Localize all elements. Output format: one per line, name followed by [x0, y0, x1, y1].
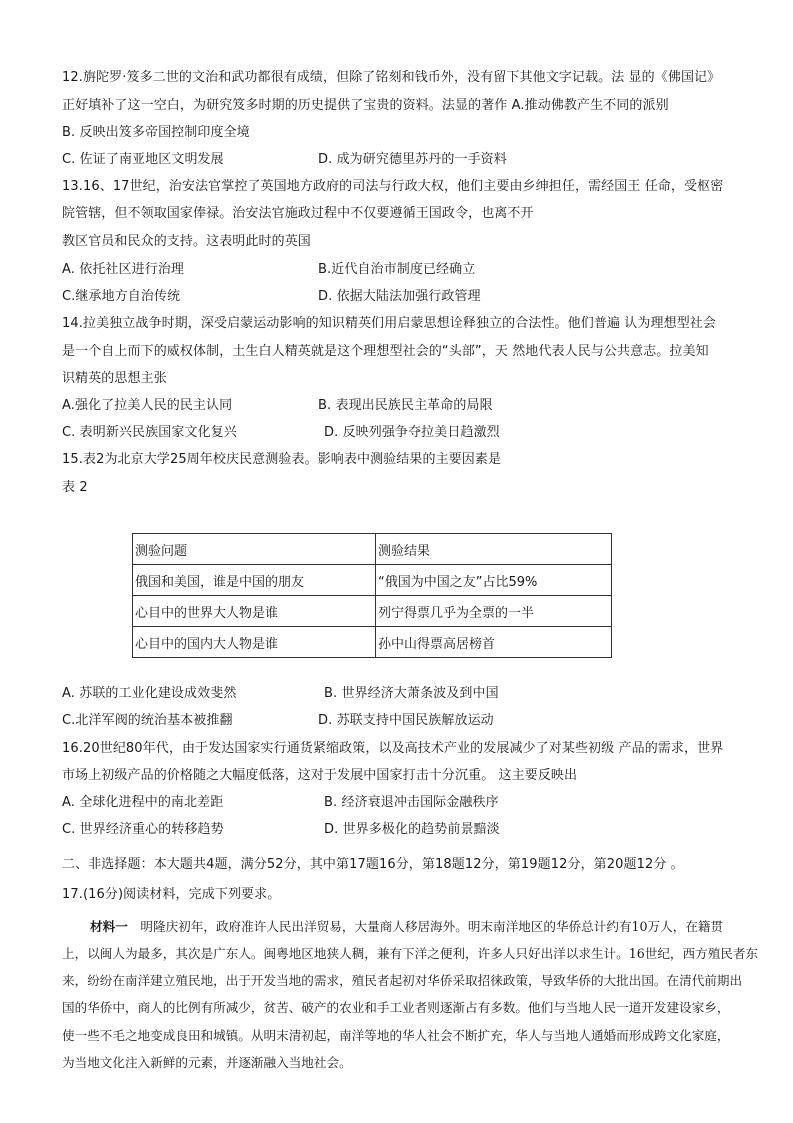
q15-option-a: A. 苏联的工业化建设成效斐然: [62, 686, 237, 701]
q15-option-b: B. 世界经济大萧条波及到中国: [324, 686, 499, 701]
table-row: [133, 627, 612, 658]
material-text: 明隆庆初年，政府准许人民出洋贸易，大量商人移居海外。明末南洋地区的华侨总计约有10万人，在籍贯: [127, 919, 724, 934]
q13-stem-line1: 13.16、17世纪，治安法官掌控了英国地方政府的司法与行政大权，他们主要由乡绅担任，需经国王 任命，受枢密: [62, 179, 724, 194]
table-row: [133, 596, 612, 627]
q12-option-b: B. 反映出笈多帝国控制印度全境: [62, 125, 250, 140]
table-cell: 俄国和美国，谁是中国的朋友: [133, 565, 376, 596]
q14-stem-line1: 14.拉美独立战争时期，深受启蒙运动影响的知识精英们用启蒙思想诠释独立的合法性。他们普遍 认为理想型社会: [62, 316, 717, 331]
q14-option-a: A.强化了拉美人民的民主认同: [62, 398, 233, 413]
q15-option-c: C.北洋军阀的统治基本被推翻: [62, 713, 233, 728]
table-row: [133, 565, 612, 596]
q16-option-a: A. 全球化进程中的南北差距: [62, 795, 224, 810]
q12-stem-line2: 正好填补了这一空白，为研究笈多时期的历史提供了宝贵的资料。法显的著作 A.推动佛教产生不同的派别: [62, 98, 669, 113]
survey-table: [132, 533, 612, 658]
q13-option-d: D. 依据大陆法加强行政管理: [318, 289, 481, 304]
q13-stem-line2: 院管辖，但不领取国家俸禄。治安法官施政过程中不仅要遵循王国政令，也离不开: [62, 206, 534, 221]
q13-option-c: C.继承地方自治传统: [62, 289, 181, 304]
table-header-row: [133, 534, 612, 565]
q13-option-a: A. 依托社区进行治理: [62, 262, 185, 277]
q15-stem-line1: 15.表2为北京大学25周年校庆民意测验表。影响表中测验结果的主要因素是: [62, 452, 502, 467]
q16-stem-line2: 市场上初级产品的价格随之大幅度低落，这对于发展中国家打击十分沉重。 这主要反映出: [62, 768, 578, 783]
q16-option-d: D. 世界多极化的趋势前景黯淡: [324, 822, 500, 837]
q16-option-c: C. 世界经济重心的转移趋势: [62, 822, 224, 837]
q17-material-line2: 上，以闽人为最多，其次是广东人。闽粤地区地狭人稠，兼有下洋之便利，许多人只好出洋以求生计。16世纪，西方殖民者东: [62, 946, 759, 961]
q13-option-b: B.近代自治市制度已经确立: [318, 262, 476, 277]
q15-option-d: D. 苏联支持中国民族解放运动: [318, 713, 494, 728]
q17-material-line6: 为当地文化注入新鲜的元素，并逐渐融入当地社会。: [62, 1055, 352, 1070]
material-label: 材料一: [90, 919, 128, 934]
q17-material-line1: [90, 919, 762, 935]
table-cell: 孙中山得票高居榜首: [376, 627, 612, 658]
q15-table-label: 表 2: [62, 480, 88, 495]
q17-material-line3: 来，纷纷在南洋建立殖民地，出于开发当地的需求，殖民者起初对华侨采取招徕政策，导致华侨的大批出国。在清代前期出: [62, 973, 743, 988]
q14-option-b: B. 表现出民族民主革命的局限: [318, 398, 493, 413]
q12-stem-line1: 12.旃陀罗·笈多二世的文治和武功都很有成绩，但除了铭刻和钱币外，没有留下其他文字记载。法 显的《佛国记》: [62, 70, 721, 85]
table-cell: 心目中的国内大人物是谁: [133, 627, 376, 658]
table-header-cell: 测验结果: [376, 534, 612, 565]
table-cell: 列宁得票几乎为全票的一半: [376, 596, 612, 627]
q17-material-line5: 使一些不毛之地变成良田和城镇。从明末清初起，南洋等地的华人社会不断扩充，华人与当地人通婚而形成跨文化家庭，: [62, 1028, 730, 1043]
q14-stem-line2: 是一个自上而下的威权体制，土生白人精英就是这个理想型社会的“头部”，天 然地代表人民与公共意志。拉美知: [62, 344, 709, 359]
q12-option-d: D. 成为研究德里苏丹的一手资料: [318, 152, 507, 167]
q14-option-d: D. 反映列强争夺拉美日趋激烈: [324, 425, 500, 440]
table-header-cell: 测验问题: [133, 534, 376, 565]
table-cell: “俄国为中国之友”占比59%: [376, 565, 612, 596]
q14-option-c: C. 表明新兴民族国家文化复兴: [62, 425, 237, 440]
q16-stem-line1: 16.20世纪80年代，由于发达国家实行通货紧缩政策，以及高技术产业的发展减少了对某些初级 产品的需求，世界: [62, 741, 724, 756]
q12-option-c: C. 佐证了南亚地区文明发展: [62, 152, 224, 167]
q17-title: 17.(16分)阅读材料，完成下列要求。: [62, 887, 281, 902]
section-heading: 二、非选择题：本大题共4题，满分52分，其中第17题16分，第18题12分，第19题12分，第20题12分 。: [62, 857, 684, 872]
q13-stem-line3: 教区官员和民众的支持。这表明此时的英国: [62, 234, 311, 249]
q14-stem-line3: 识精英的思想主张: [62, 371, 167, 386]
q17-material-line4: 国的华侨中，商人的比例有所减少，贫苦、破产的农业和手工业者则逐渐占有多数。他们与当地人民一道开发建设家乡，: [62, 1000, 730, 1015]
table-cell: 心目中的世界大人物是谁: [133, 596, 376, 627]
q16-option-b: B. 经济衰退冲击国际金融秩序: [324, 795, 499, 810]
